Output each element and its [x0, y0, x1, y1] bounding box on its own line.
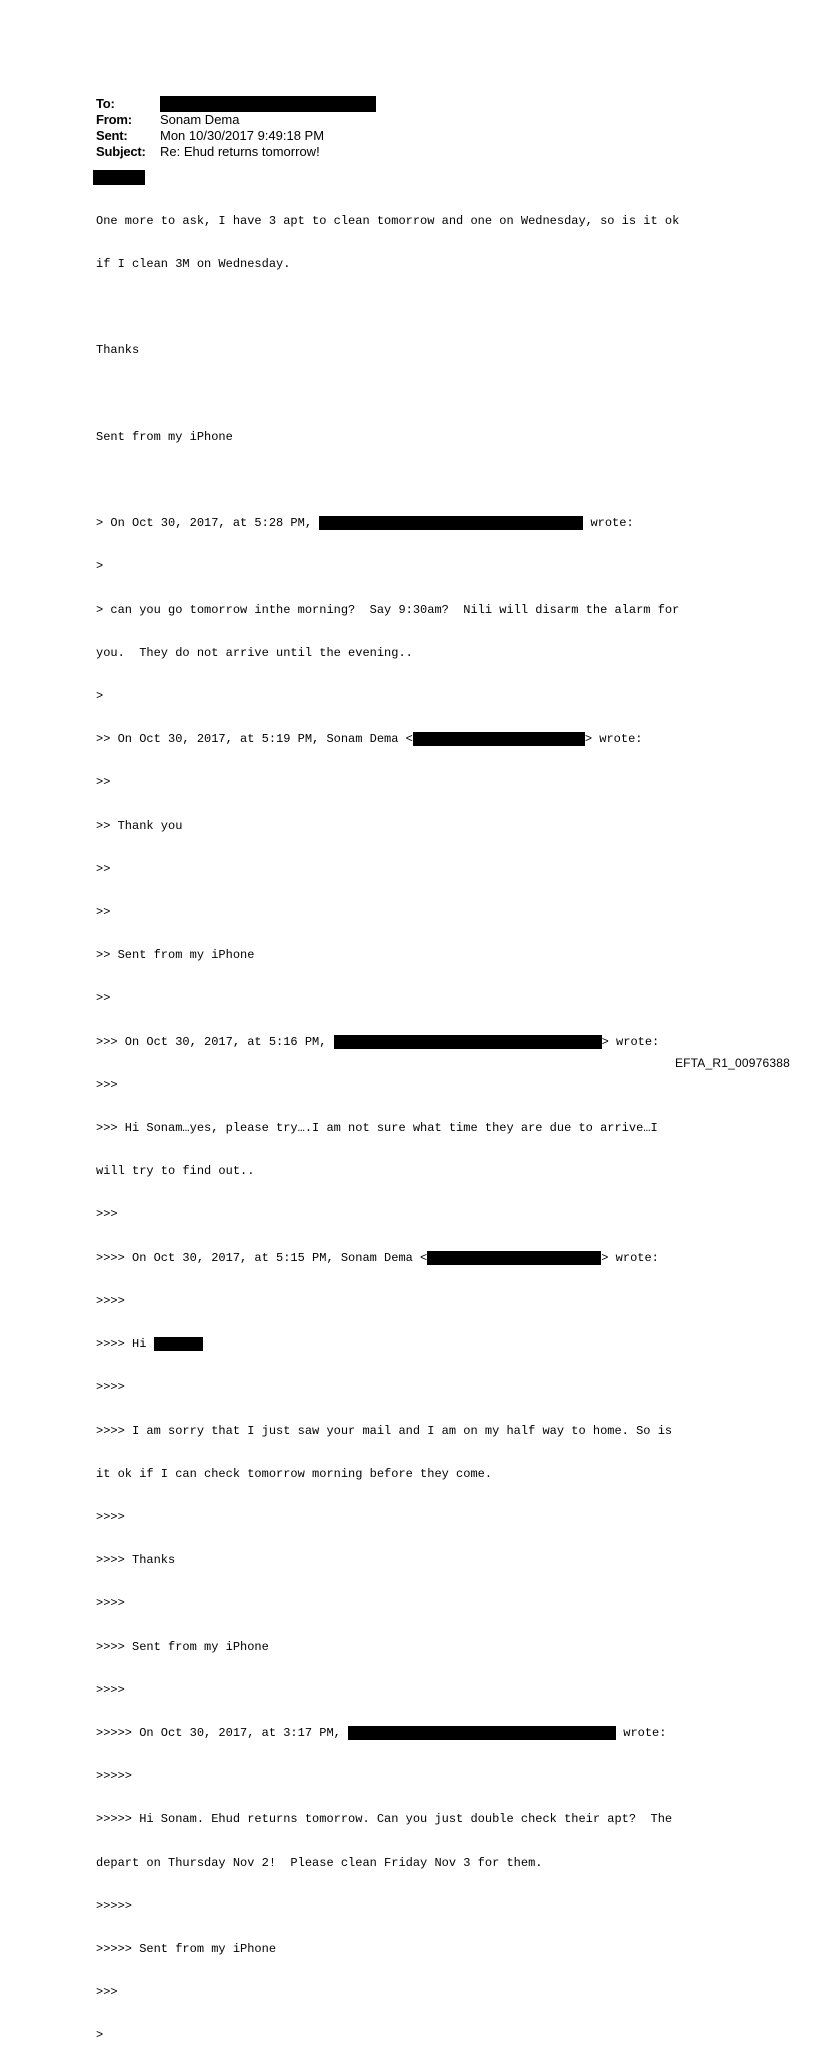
- message-line: Sent from my iPhone: [96, 429, 233, 444]
- message-line: >>> Hi Sonam…yes, please try….I am not sure what time they are due to arrive…I: [96, 1121, 658, 1136]
- message-line: [96, 300, 756, 314]
- email-header: [96, 96, 376, 160]
- subject-label: Subject:: [96, 144, 146, 159]
- message-line: will try to find out..: [96, 1164, 255, 1179]
- document-id: EFTA_R1_00976388: [674, 1056, 790, 1070]
- quote-header-line: [96, 1726, 756, 1740]
- message-line: Thanks: [96, 343, 140, 358]
- to-label: To:: [96, 96, 115, 111]
- message-line: if I clean 3M on Wednesday.: [96, 257, 291, 272]
- message-line: >>: [96, 905, 111, 920]
- from-row: [96, 112, 376, 128]
- message-line: >>>>: [96, 1293, 125, 1308]
- message-line: >: [96, 689, 104, 704]
- subject-row: [96, 144, 376, 160]
- message-line: >>>: [96, 1207, 118, 1222]
- quote-header-prefix: >>>> On Oct 30, 2017, at 5:15 PM, Sonam Dema <: [96, 1250, 428, 1265]
- to-redaction: [160, 96, 376, 112]
- sent-row: [96, 128, 376, 144]
- quote-header-line: [96, 1035, 756, 1049]
- message-line: >: [96, 559, 104, 574]
- message-line: >> Sent from my iPhone: [96, 948, 255, 963]
- message-body: [96, 185, 756, 2057]
- sent-label: Sent:: [96, 128, 128, 143]
- email-redaction: [427, 1251, 601, 1265]
- quote-header-suffix: > wrote:: [601, 1034, 660, 1049]
- quote-header-suffix: wrote:: [590, 516, 634, 531]
- message-line: you. They do not arrive until the evening..: [96, 645, 413, 660]
- message-line: >>: [96, 991, 111, 1006]
- message-line: >>>> Thanks: [96, 1553, 176, 1568]
- from-value: Sonam Dema: [160, 112, 240, 127]
- sent-value: Mon 10/30/2017 9:49:18 PM: [160, 128, 325, 143]
- name-redaction: [154, 1337, 203, 1351]
- quote-header-suffix: > wrote:: [584, 732, 643, 747]
- message-line: >>>>: [96, 1509, 125, 1524]
- to-row: [96, 96, 376, 112]
- message-line: >>>>>: [96, 1898, 133, 1913]
- quote-header-suffix: wrote:: [616, 1726, 667, 1741]
- sender-redaction: [319, 516, 583, 530]
- quote-header-prefix: >>> On Oct 30, 2017, at 5:16 PM,: [96, 1034, 327, 1049]
- message-line: >>>: [96, 1985, 118, 2000]
- message-line: [96, 387, 756, 401]
- from-label: From:: [96, 112, 132, 127]
- message-line: [96, 473, 756, 487]
- message-line: >>: [96, 775, 111, 790]
- quote-header-line: [96, 1251, 756, 1265]
- quote-header-prefix: >> On Oct 30, 2017, at 5:19 PM, Sonam Dema <: [96, 732, 413, 747]
- email-redaction: [413, 732, 585, 746]
- message-line: depart on Thursday Nov 2! Please clean Friday Nov 3 for them.: [96, 1855, 543, 1870]
- message-line: >>>> Sent from my iPhone: [96, 1639, 269, 1654]
- quote-header-prefix: > On Oct 30, 2017, at 5:28 PM,: [96, 516, 313, 531]
- message-line: >>: [96, 861, 111, 876]
- quote-header-line: [96, 516, 756, 530]
- greeting-redaction: [93, 170, 145, 185]
- quote-header-suffix: > wrote:: [601, 1250, 659, 1265]
- message-line: >>>>: [96, 1596, 125, 1611]
- greeting-prefix: >>>> Hi: [96, 1337, 154, 1352]
- message-line: One more to ask, I have 3 apt to clean tomorrow and one on Wednesday, so is it ok: [96, 213, 680, 228]
- message-line: >>>>> Sent from my iPhone: [96, 1941, 277, 1956]
- message-line: >>>>: [96, 1380, 125, 1395]
- message-line: it ok if I can check tomorrow morning before they come.: [96, 1466, 493, 1481]
- sender-redaction: [348, 1726, 616, 1740]
- quote-header-prefix: >>>>> On Oct 30, 2017, at 3:17 PM,: [96, 1726, 341, 1741]
- sender-redaction: [334, 1035, 602, 1049]
- message-line: >>>>> Hi Sonam. Ehud returns tomorrow. Can you just double check their apt? The: [96, 1812, 673, 1827]
- quote-header-line: [96, 732, 756, 746]
- message-line: >>>> I am sorry that I just saw your mail and I am on my half way to home. So is: [96, 1423, 673, 1438]
- quote-header-line: [96, 1337, 756, 1351]
- message-line: >> Thank you: [96, 818, 183, 833]
- message-line: >>>>: [96, 1682, 125, 1697]
- message-line: >: [96, 2028, 104, 2043]
- message-line: > can you go tomorrow inthe morning? Say 9:30am? Nili will disarm the alarm for: [96, 602, 680, 617]
- message-line: >>>: [96, 1077, 118, 1092]
- subject-value: Re: Ehud returns tomorrow!: [160, 144, 320, 159]
- message-line: >>>>>: [96, 1769, 133, 1784]
